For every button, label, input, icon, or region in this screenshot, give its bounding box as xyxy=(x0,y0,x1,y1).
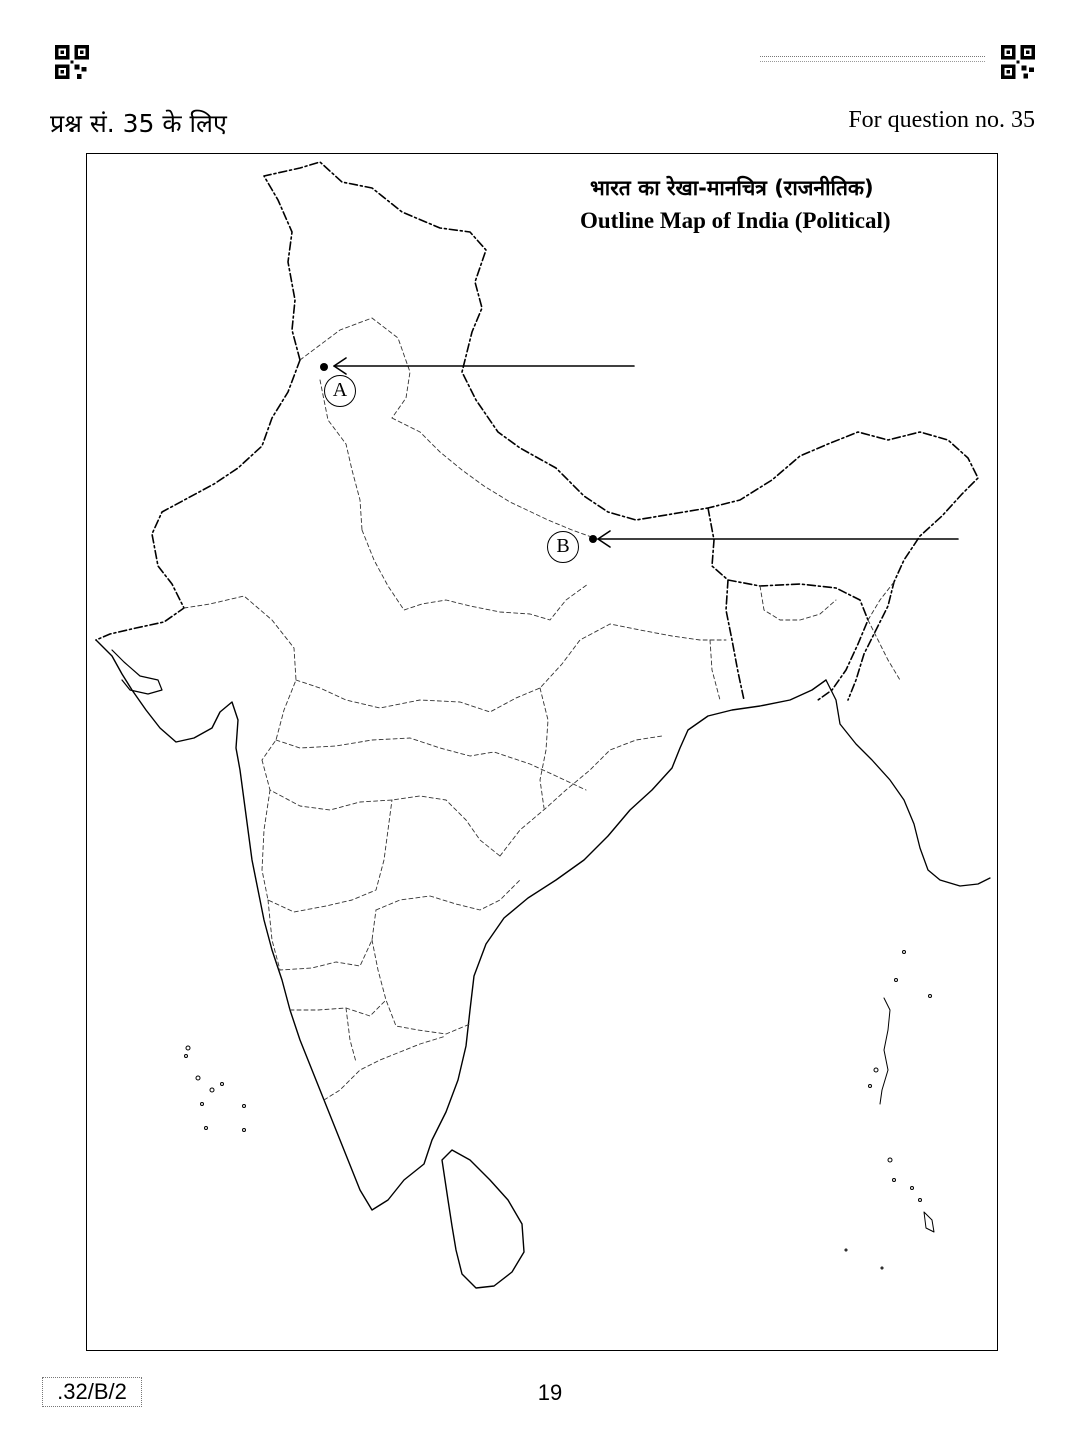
marker-label-a: A xyxy=(324,375,356,407)
international-border xyxy=(264,162,978,700)
question-label-english: For question no. 35 xyxy=(848,107,1035,133)
arrow-b xyxy=(598,531,958,547)
marker-label-b: B xyxy=(547,531,579,563)
map-title-hindi: भारत का रेखा-मानचित्र (राजनीतिक) xyxy=(590,176,874,200)
paper-code: .32/B/2 xyxy=(42,1377,142,1407)
map-title-english: Outline Map of India (Political) xyxy=(580,208,891,233)
coastline xyxy=(96,640,826,1210)
page-number: 19 xyxy=(537,1380,563,1405)
sri-lanka xyxy=(442,1150,524,1288)
question-label-hindi: प्रश्न सं. 35 के लिए xyxy=(50,109,227,138)
marker-dot-a xyxy=(320,363,328,371)
marker-dot-b xyxy=(589,535,597,543)
arrow-a xyxy=(334,358,634,374)
